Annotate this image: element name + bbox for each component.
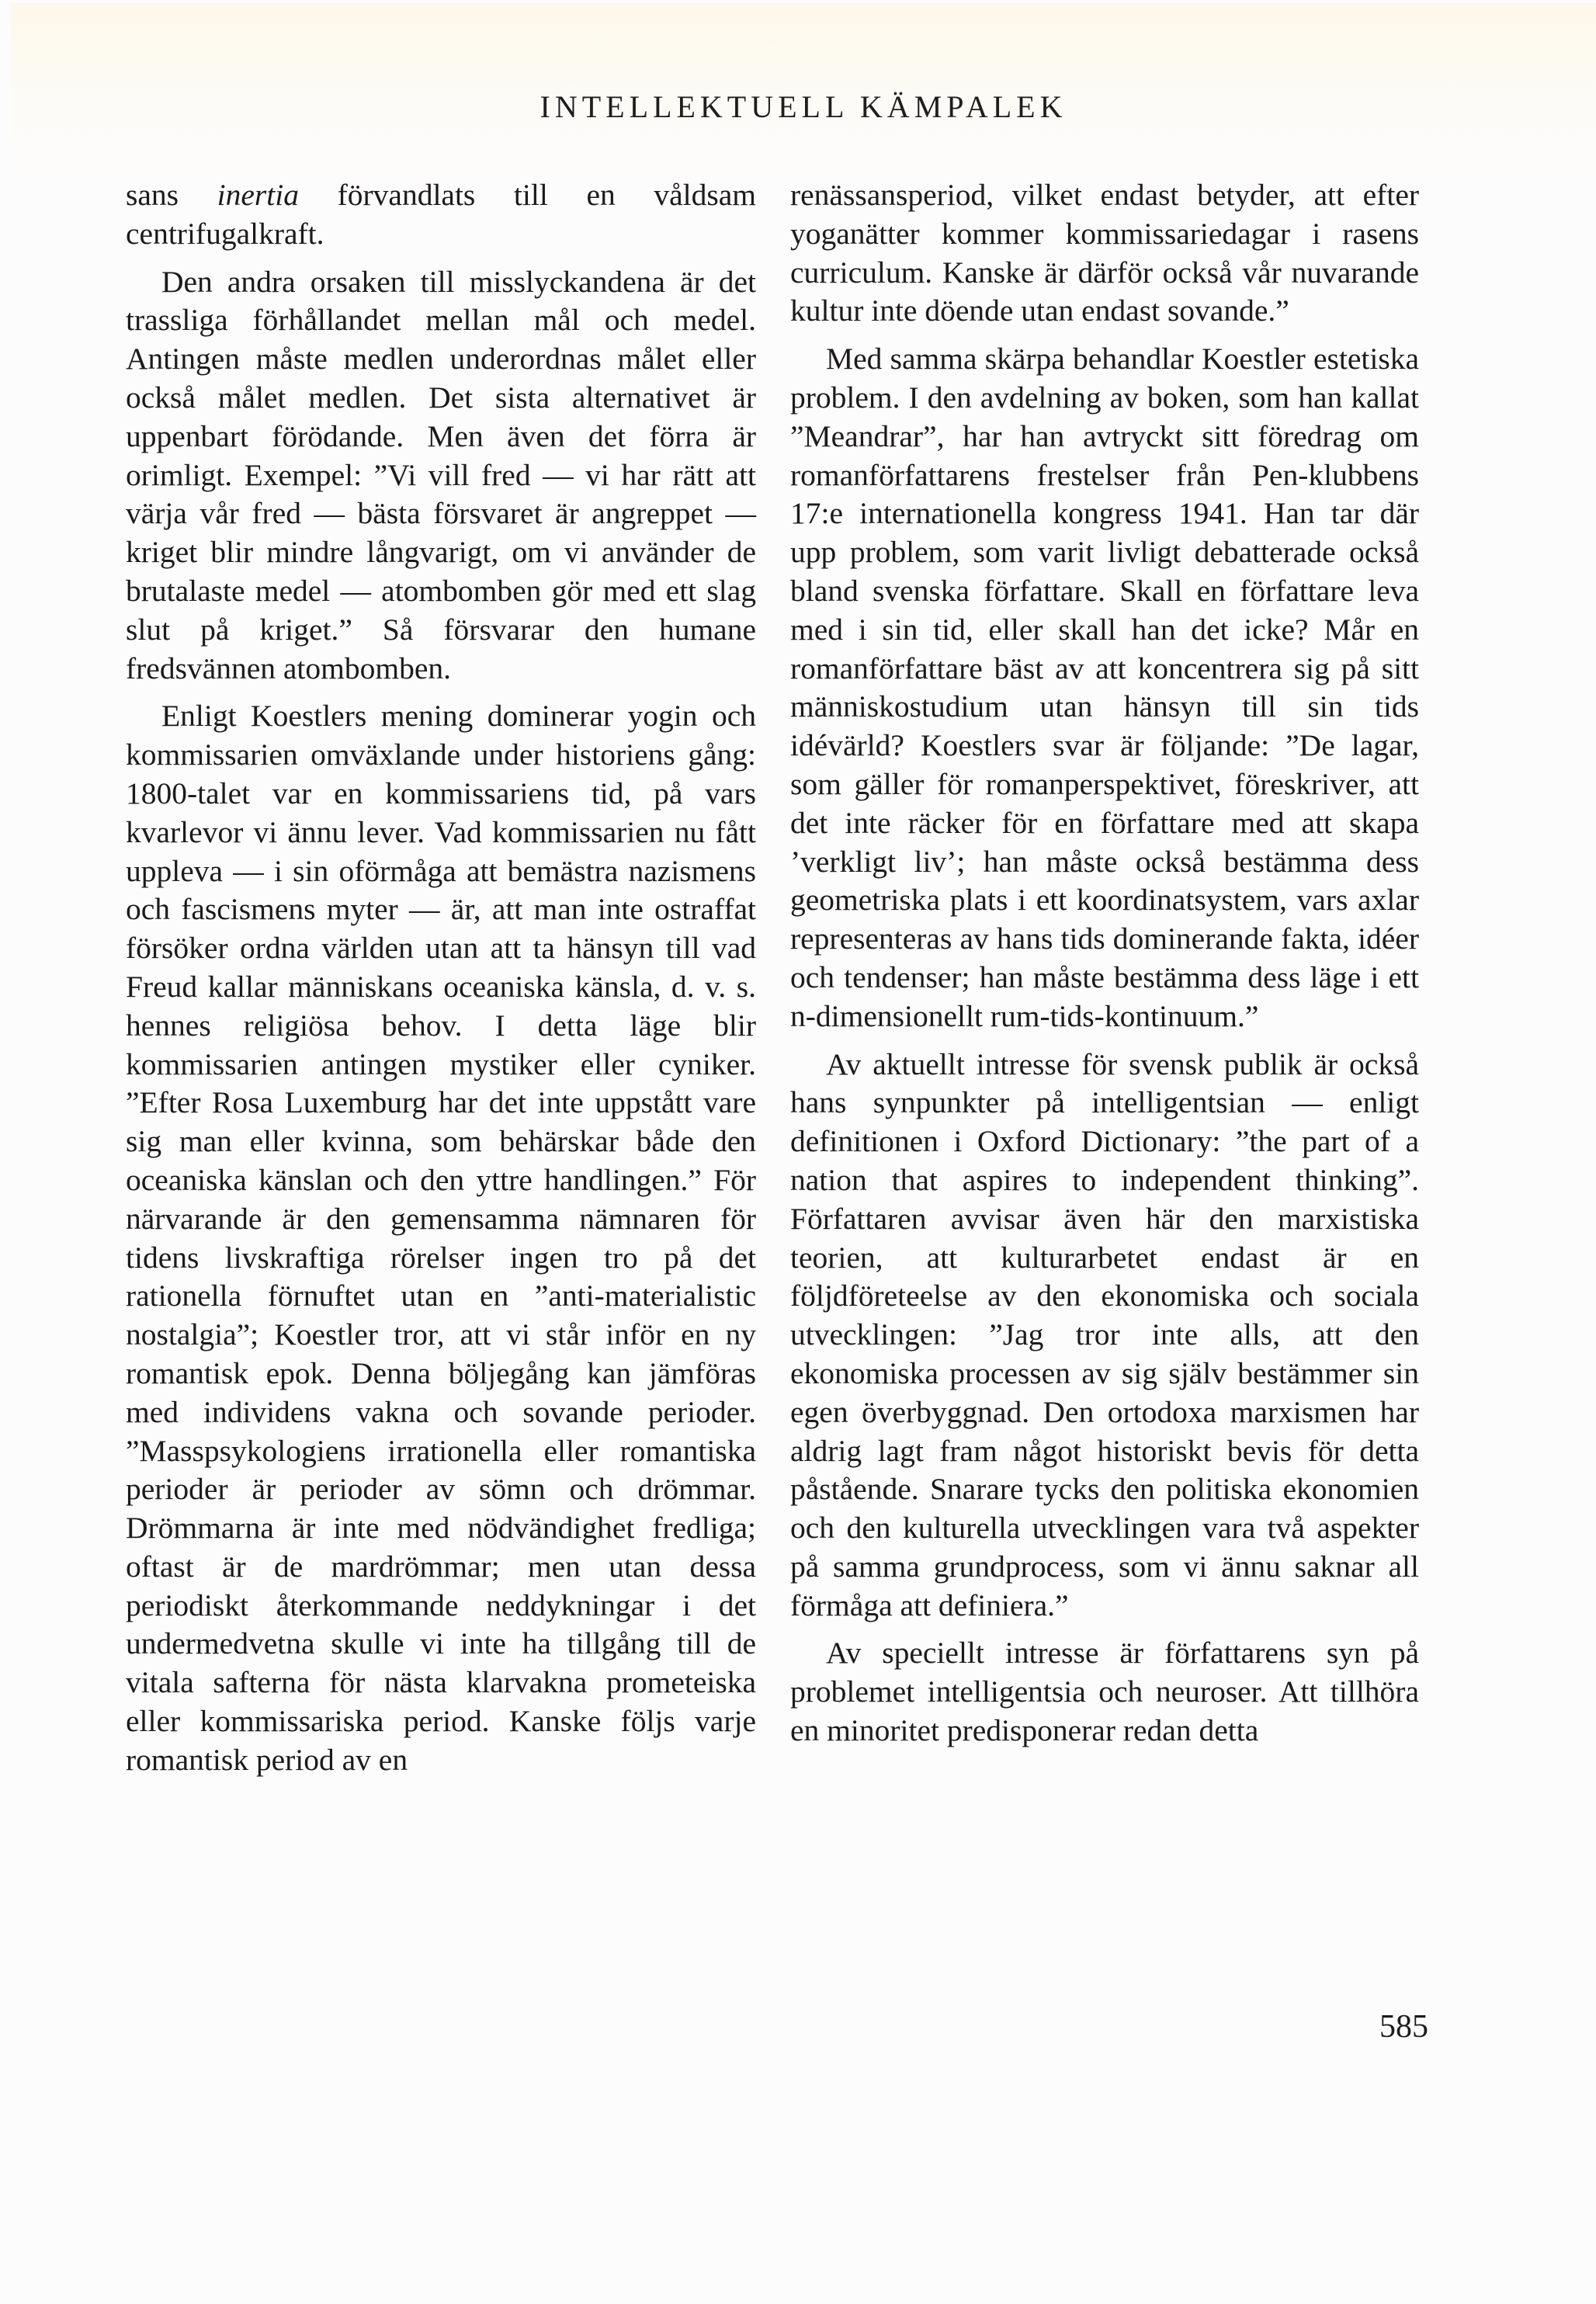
right-column: [790, 176, 1419, 1760]
italic-term: inertia: [217, 178, 299, 212]
paragraph: Av aktuellt intresse för svensk publik är också hans synpunkter på intelligentsian — enligt definitionen i Oxford Dictionary: ”the part of a nation that aspires to independent thinking”. Författaren avvisar även här den marxistiska teorien, att kulturarbetet endast är en följdföreteelse av den ekonomiska och sociala utvecklingen: ”Jag tror inte alls, att den ekonomiska processen av sig själv bestämmer sin egen överbyggnad. Den ortodoxa marxismen har aldrig lagt fram något historiskt bevis för detta påstående. Snarare tycks den politiska ekonomien och den kulturella utvecklingen vara två aspekter på samma grundprocess, som vi ännu saknar all förmåga att definiera.”: [790, 1046, 1419, 1622]
paragraph-text: förvandlats till en våldsam centrifugalkraft.: [126, 178, 756, 251]
paragraph-text: sans: [126, 178, 217, 212]
page-number: 585: [1379, 2009, 1428, 2045]
book-page: [11, 3, 1596, 2304]
left-column: [126, 176, 756, 1789]
running-head: INTELLEKTUELL KÄMPALEK: [540, 89, 1067, 124]
paragraph: Av speciellt intresse är författarens syn på problemet intelligentsia och neuroser. Att tillhöra en minoritet predisponerar redan detta: [790, 1636, 1419, 1748]
paragraph: [126, 176, 756, 254]
paragraph: Enligt Koestlers mening dominerar yogin och kommissarien omväxlande under historiens gång: 1800-talet var en kommissariens tid, på vars kvarlevor vi ännu lever. Vad kommissarien nu fått uppleva — i sin oförmåga att bemästra nazismens och fascismens myter — är, att man inte ostraffat försöker ordna världen utan att ta hänsyn till vad Freud kallar människans oceaniska känsla, d. v. s. hennes religiösa behov. I detta läge blir kommissarien antingen mystiker eller cyniker. ”Efter Rosa Luxemburg har det inte uppstått vare sig man eller kvinna, som behärskar både den oceaniska känslan och den yttre handlingen.” För närvarande är den gemensamma nämnaren för tidens livskraftiga rörelser ingen tro på det rationella förnuftet utan en ”anti-materialistic nostalgia”; Koestler tror, att vi står inför en ny romantisk epok. Denna böljegång kan jämföras med individens vakna och sovande perioder. ”Masspsykologiens irrationella eller romantiska perioder är perioder av sömn och drömmar. Drömmarna är inte med nödvändighet fredliga; oftast är de mardrömmar; men utan dessa periodiskt återkommande neddykningar i det undermedvetna skulle vi inte ha tillgång till de vitala safterna för nästa klarvakna prometeiska eller kommissariska period. Kanske följs varje romantisk period av en: [126, 699, 756, 1777]
paragraph: Den andra orsaken till misslyckandena är det trassliga förhållandet mellan mål och medel. Antingen måste medlen underordnas målet eller också målet medlen. Det sista alternativet är uppenbart förödande. Men även det förra är orimligt. Exempel: ”Vi vill fred — vi har rätt att värja vår fred — bästa försvaret är angreppet — kriget blir mindre långvarigt, om vi använder de brutalaste medel — atombomben gör med ett slag slut på kriget.” Så försvarar den humane fredsvännen atombomben.: [126, 264, 756, 685]
paragraph: Med samma skärpa behandlar Koestler estetiska problem. I den avdelning av boken, som han kallat ”Meandrar”, har han avtryckt sitt föredrag om romanförfattarens frestelser från Pen-klubbens 17:e internationella kongress 1941. Han tar där upp problem, som varit livligt debatterade också bland svenska författare. Skall en författare leva med i sin tid, eller skall han det icke? Mår en romanförfattare bäst av att koncentrera sig på sitt människostudium utan hänsyn till sin tids idévärld? Koestlers svar är följande: ”De lagar, som gäller för romanperspektivet, föreskriver, att det inte räcker för en författare med att skapa ’verkligt liv’; han måste också bestämma dess geometriska plats i ett koordinatsystem, vars axlar representeras av hans tids dominerande fakta, idéer och tendenser; han måste bestämma dess läge i ett n-dimensionellt rum-tids-kontinuum.”: [790, 342, 1419, 1033]
paragraph: renässansperiod, vilket endast betyder, att efter yoganätter kommer kommissariedagar i rasens curriculum. Kanske är därför också vår nuvarande kultur inte döende utan endast sovande.”: [790, 178, 1419, 328]
